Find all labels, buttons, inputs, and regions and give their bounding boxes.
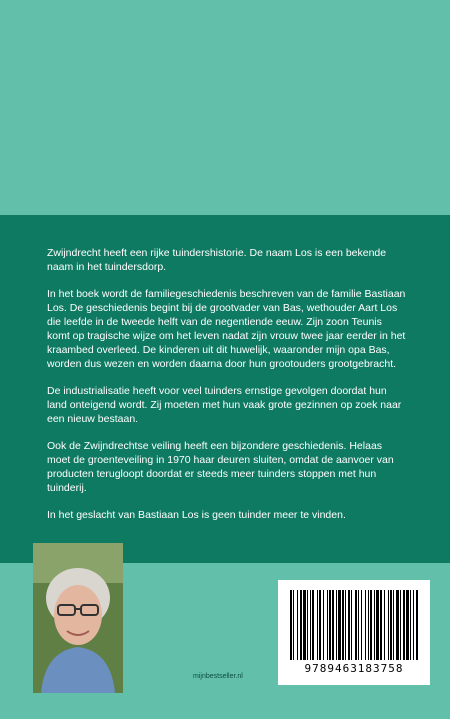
barcode-bar [396,590,399,660]
barcode-bar [290,590,292,660]
barcode-bar [390,590,392,660]
barcode-bars [288,590,420,660]
barcode-bar [300,590,302,660]
paragraph-4: Ook de Zwijndrechtse veiling heeft een bijzondere geschiedenis. Helaas moet de groenteveiling in 1970 haar deuren sluiten, omdat de aanvoer van producten terugloopt doordat er steeds meer tuinders stoppen met hun tuinderij. [47,440,394,494]
barcode-bar [384,590,385,660]
barcode-bar [327,590,328,660]
author-photo [33,543,123,693]
barcode-bar [303,590,306,660]
barcode-bar [351,590,352,660]
paragraph-5: In het geslacht van Bastiaan Los is geen tuinder meer te vinden. [47,509,346,521]
barcode-bar [370,590,372,660]
barcode-bar [342,590,344,660]
paragraph-2: In het boek wordt de familiegeschiedenis beschreven van de familie Bastiaan Los. De geschiedenis begint bij de grootvader van Bas, wethouder Aart Los die leefde in de tweede helft van de negentiende eeuw. Zijn zoon Teunis komt op tragische wijze om het leven nadat zijn vrouw twee jaar eerder in het kraambed overleed. De kinderen uit dit huwelijk, waaronder mijn opa Bas, worden dus wezen en worden daarna door hun grootouders grootgebracht. [47,288,406,370]
barcode-bar [413,590,414,660]
barcode-bar [323,590,324,660]
barcode-bar [345,590,346,660]
barcode-bar [355,590,357,660]
barcode-bar [403,590,405,660]
barcode-bar [312,590,314,660]
barcode-bar [332,590,334,660]
back-cover-text [47,246,407,535]
paragraph-3: De industrialisatie heeft voor veel tuinders ernstige gevolgen doordat hun land onteigend wordt. Zij moeten met hun vaak grote gezinnen op zoek naar een nieuw bestaan. [47,385,402,425]
barcode-bar [307,590,308,660]
barcode-bar [380,590,382,660]
barcode-bar [297,590,298,660]
barcode-bar [376,590,379,660]
barcode-bar [361,590,362,660]
barcode-bar [393,590,394,660]
barcode-bar [368,590,369,660]
paragraph-1: Zwijndrecht heeft een rijke tuindershistorie. De naam Los is een bekende naam in het tuindersdorp. [47,247,387,273]
barcode-bar [329,590,331,660]
barcode-bar [319,590,321,660]
barcode-bar [336,590,337,660]
barcode-bar [406,590,409,660]
barcode-bar [358,590,359,660]
barcode-bar [293,590,294,660]
barcode-bar [410,590,411,660]
barcode-number: 9789463183758 [304,662,404,675]
publisher-label: mijnbestseller.nl [193,673,243,680]
barcode-bar [317,590,318,660]
barcode [278,580,430,685]
barcode-bar [365,590,366,660]
top-band [0,0,450,215]
barcode-bar [400,590,401,660]
barcode-bar [338,590,341,660]
barcode-bar [310,590,311,660]
author-portrait-image [33,543,123,693]
barcode-bar [374,590,375,660]
barcode-bar [416,590,418,660]
barcode-bar [388,590,389,660]
barcode-bar [348,590,350,660]
